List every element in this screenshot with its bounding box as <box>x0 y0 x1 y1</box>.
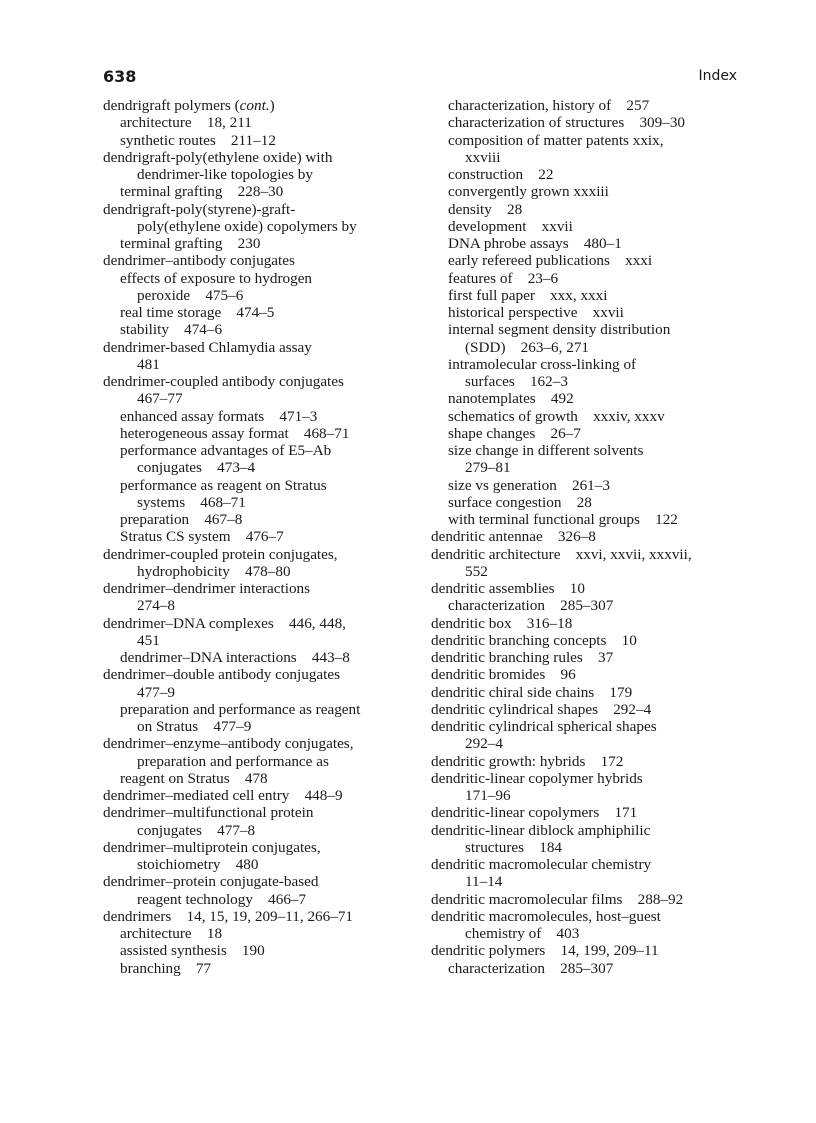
entry-text: historical perspective xxvii <box>448 304 624 321</box>
index-subentry <box>431 183 741 200</box>
entry-text: dendrigraft-poly(ethylene oxide) with <box>103 148 333 166</box>
entry-text: characterization 285–307 <box>448 597 614 615</box>
entry-text: peroxide 475–6 <box>137 286 244 304</box>
index-entry <box>431 701 741 718</box>
index-continuation-line <box>103 563 423 580</box>
entry-text: convergently grown xxxiii <box>448 183 609 201</box>
entry-italic-text: cont. <box>239 97 270 114</box>
index-entry <box>431 615 741 632</box>
entry-text: preparation 467–8 <box>120 511 243 528</box>
index-subentry <box>431 235 741 252</box>
entry-text: reagent technology 466–7 <box>137 890 307 908</box>
entry-text: 552 <box>465 562 488 580</box>
index-continuation-line <box>431 839 741 856</box>
index-continuation-line <box>103 166 423 183</box>
index-subentry <box>431 270 741 287</box>
entry-text: dendrimer-coupled protein conjugates, <box>103 545 338 563</box>
running-head: Index <box>698 68 737 84</box>
index-subentry <box>431 218 741 235</box>
index-entry <box>431 908 741 925</box>
index-subentry <box>431 408 741 425</box>
entry-text: stoichiometry 480 <box>137 856 259 873</box>
entry-text: xxviii <box>465 148 501 166</box>
index-subentry <box>431 287 741 304</box>
index-subentry <box>431 494 741 511</box>
entry-text: dendritic bromides 96 <box>431 666 576 684</box>
entry-text: dendritic polymers 14, 199, 209–11 <box>431 942 659 960</box>
entry-text: conjugates 473–4 <box>137 459 256 477</box>
entry-text: dendrimer-based Chlamydia assay <box>103 338 312 356</box>
index-subentry <box>431 132 741 149</box>
index-continuation-line <box>431 563 741 580</box>
entry-text: dendrimer–multiprotein conjugates, <box>103 838 321 856</box>
index-continuation-line <box>431 735 741 752</box>
index-continuation-line <box>103 459 423 476</box>
entry-text: structures 184 <box>465 838 563 856</box>
index-continuation-line <box>431 925 741 942</box>
entry-text: dendrigraft-poly(styrene)-graft- <box>103 200 296 218</box>
index-continuation-line <box>431 149 741 166</box>
index-subentry <box>431 201 741 218</box>
index-column-right <box>431 97 741 977</box>
entry-text: dendritic cylindrical spherical shapes <box>431 718 657 735</box>
entry-text: performance advantages of E5–Ab <box>120 442 332 459</box>
entry-text: real time storage 474–5 <box>120 304 275 321</box>
entry-text: dendritic architecture xxvi, xxvii, xxxvii, <box>431 545 692 563</box>
index-entry <box>103 252 423 269</box>
index-entry <box>431 632 741 649</box>
index-subentry <box>431 960 741 977</box>
index-entry <box>431 666 741 683</box>
index-subentry <box>103 114 423 131</box>
entry-text: terminal grafting 230 <box>120 235 261 252</box>
entry-text: dendritic macromolecular films 288–92 <box>431 890 684 908</box>
entry-text: dendritic branching concepts 10 <box>431 631 637 649</box>
index-subentry <box>431 321 741 338</box>
entry-text: dendrimer–DNA interactions 443–8 <box>120 649 350 666</box>
index-subentry <box>431 390 741 407</box>
entry-text: preparation and performance as reagent <box>120 700 361 718</box>
entry-text: construction 22 <box>448 166 554 183</box>
index-subentry <box>431 114 741 131</box>
entry-text: architecture 18, 211 <box>120 114 252 132</box>
entry-text: intramolecular cross-linking of <box>448 355 637 373</box>
index-entry <box>103 149 423 166</box>
entry-text: assisted synthesis 190 <box>120 942 265 960</box>
index-subentry <box>431 425 741 442</box>
page-number: 638 <box>103 67 137 86</box>
index-subentry <box>103 511 423 528</box>
index-entry <box>431 684 741 701</box>
index-subentry <box>103 942 423 959</box>
entry-text: dendritic growth: hybrids 172 <box>431 752 624 770</box>
entry-text: systems 468–71 <box>137 493 246 511</box>
entry-text: first full paper xxx, xxxi <box>448 286 608 304</box>
index-subentry <box>431 97 741 114</box>
index-subentry <box>431 511 741 528</box>
index-continuation-line <box>103 287 423 304</box>
index-continuation-line <box>431 459 741 476</box>
entry-text: dendritic chiral side chains 179 <box>431 683 633 701</box>
entry-trailing-text: ) <box>269 97 275 114</box>
index-subentry <box>103 321 423 338</box>
index-continuation-line <box>431 873 741 890</box>
index-continuation-line <box>431 373 741 390</box>
entry-text: dendrimers 14, 15, 19, 209–11, 266–71 <box>103 907 354 925</box>
entry-text: dendrimer–double antibody conjugates <box>103 666 341 684</box>
entry-text: 274–8 <box>137 597 175 615</box>
index-entry <box>103 373 423 390</box>
index-subentry <box>103 425 423 442</box>
index-entry <box>103 787 423 804</box>
entry-text: dendrigraft polymers ( <box>103 97 240 114</box>
index-continuation-line <box>431 787 741 804</box>
index-subentry <box>103 770 423 787</box>
entry-text: features of 23–6 <box>448 269 559 287</box>
entry-text: 11–14 <box>465 873 503 891</box>
index-entry <box>103 339 423 356</box>
entry-text: chemistry of 403 <box>465 925 580 942</box>
index-continuation-line <box>103 218 423 235</box>
entry-text: with terminal functional groups 122 <box>448 511 678 528</box>
entry-text: architecture 18 <box>120 925 223 942</box>
index-entry <box>431 891 741 908</box>
index-entry <box>431 770 741 787</box>
entry-text: characterization of structures 309–30 <box>448 114 686 132</box>
index-entry <box>103 201 423 218</box>
index-entry <box>103 666 423 683</box>
entry-text: dendrimer–mediated cell entry 448–9 <box>103 787 343 804</box>
entry-text: (SDD) 263–6, 271 <box>465 338 590 356</box>
index-continuation-line <box>103 494 423 511</box>
entry-text: effects of exposure to hydrogen <box>120 269 313 287</box>
index-continuation-line <box>431 339 741 356</box>
entry-text: conjugates 477–8 <box>137 821 256 839</box>
index-subentry <box>103 528 423 545</box>
index-entry <box>103 546 423 563</box>
index-entry <box>103 97 423 114</box>
entry-text: preparation and performance as <box>137 752 329 770</box>
index-entry <box>431 718 741 735</box>
entry-text: dendritic-linear diblock amphiphilic <box>431 821 651 839</box>
index-subentry <box>103 183 423 200</box>
entry-text: 171–96 <box>465 787 511 804</box>
entry-text: Stratus CS system 476–7 <box>120 528 284 546</box>
index-column-left <box>103 97 423 977</box>
index-subentry <box>103 649 423 666</box>
index-continuation-line <box>103 891 423 908</box>
page-header <box>103 67 737 91</box>
index-entry <box>431 546 741 563</box>
index-entry <box>103 615 423 632</box>
index-entry <box>431 580 741 597</box>
entry-text: hydrophobicity 478–80 <box>137 562 291 580</box>
entry-text: dendrimer-coupled antibody conjugates <box>103 373 344 390</box>
index-continuation-line <box>103 390 423 407</box>
entry-text: 477–9 <box>137 683 175 701</box>
entry-text: dendrimer–dendrimer interactions <box>103 580 311 597</box>
entry-text: dendritic cylindrical shapes 292–4 <box>431 700 652 718</box>
entry-text: dendrimer–protein conjugate-based <box>103 873 319 891</box>
index-continuation-line <box>103 856 423 873</box>
index-continuation-line <box>103 753 423 770</box>
index-entry <box>103 804 423 821</box>
index-entry <box>103 580 423 597</box>
index-entry <box>431 649 741 666</box>
entry-text: dendritic assemblies 10 <box>431 580 585 597</box>
index-subentry <box>431 477 741 494</box>
index-subentry <box>103 477 423 494</box>
entry-text: internal segment density distribution <box>448 321 671 339</box>
entry-text: synthetic routes 211–12 <box>120 131 276 149</box>
entry-text: density 28 <box>448 200 523 218</box>
entry-text: dendrimer–multifunctional protein <box>103 804 314 822</box>
entry-text: on Stratus 477–9 <box>137 718 252 735</box>
entry-text: 279–81 <box>465 459 511 477</box>
entry-text: composition of matter patents xxix, <box>448 131 664 149</box>
entry-text: stability 474–6 <box>120 321 223 339</box>
index-subentry <box>431 442 741 459</box>
index-entry <box>103 735 423 752</box>
index-subentry <box>431 356 741 373</box>
entry-text: heterogeneous assay format 468–71 <box>120 424 350 442</box>
entry-text: enhanced assay formats 471–3 <box>120 407 318 425</box>
entry-text: surface congestion 28 <box>448 493 592 511</box>
entry-text: 467–77 <box>137 390 183 408</box>
index-continuation-line <box>103 718 423 735</box>
index-entry <box>103 908 423 925</box>
index-entry <box>103 873 423 890</box>
entry-text: size change in different solvents <box>448 442 644 459</box>
entry-text: early refereed publications xxxi <box>448 252 653 270</box>
index-subentry <box>103 304 423 321</box>
entry-text: surfaces 162–3 <box>465 373 568 390</box>
index-subentry <box>103 408 423 425</box>
entry-text: 481 <box>137 355 160 373</box>
index-subentry <box>103 925 423 942</box>
entry-text: schematics of growth xxxiv, xxxv <box>448 407 665 425</box>
entry-text: reagent on Stratus 478 <box>120 769 268 787</box>
index-entry <box>431 856 741 873</box>
index-subentry <box>431 166 741 183</box>
entry-text: terminal grafting 228–30 <box>120 183 284 201</box>
index-subentry <box>103 235 423 252</box>
entry-text: size vs generation 261–3 <box>448 476 610 494</box>
index-continuation-line <box>103 822 423 839</box>
entry-text: dendritic macromolecular chemistry <box>431 856 652 873</box>
entry-text: shape changes 26–7 <box>448 424 581 442</box>
index-entry <box>431 804 741 821</box>
index-subentry <box>431 252 741 269</box>
index-entry <box>431 942 741 959</box>
entry-text: 292–4 <box>465 735 503 753</box>
entry-text: development xxvii <box>448 217 573 235</box>
entry-text: dendritic antennae 326–8 <box>431 528 596 546</box>
entry-text: DNA phrobe assays 480–1 <box>448 235 622 252</box>
entry-text: dendritic branching rules 37 <box>431 649 614 666</box>
entry-text: branching 77 <box>120 959 212 977</box>
entry-text: poly(ethylene oxide) copolymers by <box>137 217 357 235</box>
index-continuation-line <box>103 684 423 701</box>
index-continuation-line <box>103 632 423 649</box>
index-subentry <box>103 270 423 287</box>
entry-text: dendrimer-like topologies by <box>137 166 313 183</box>
entry-text: 451 <box>137 631 160 649</box>
entry-text: performance as reagent on Stratus <box>120 476 327 494</box>
entry-text: nanotemplates 492 <box>448 390 574 408</box>
entry-text: dendritic-linear copolymers 171 <box>431 804 638 822</box>
index-continuation-line <box>103 356 423 373</box>
entry-text: dendritic-linear copolymer hybrids <box>431 769 643 787</box>
entry-text: dendrimer–antibody conjugates <box>103 252 295 270</box>
index-subentry <box>103 960 423 977</box>
entry-text: characterization, history of 257 <box>448 97 650 114</box>
index-subentry <box>103 442 423 459</box>
index-entry <box>431 822 741 839</box>
index-continuation-line <box>103 597 423 614</box>
index-subentry <box>103 132 423 149</box>
index-subentry <box>103 701 423 718</box>
entry-text: characterization 285–307 <box>448 959 614 977</box>
index-entry <box>431 528 741 545</box>
entry-text: dendritic box 316–18 <box>431 614 573 632</box>
index-entry <box>431 753 741 770</box>
index-entry <box>103 839 423 856</box>
index-subentry <box>431 304 741 321</box>
index-subentry <box>431 597 741 614</box>
entry-text: dendritic macromolecules, host–guest <box>431 907 661 925</box>
entry-text: dendrimer–DNA complexes 446, 448, <box>103 614 346 632</box>
entry-text: dendrimer–enzyme–antibody conjugates, <box>103 735 354 753</box>
